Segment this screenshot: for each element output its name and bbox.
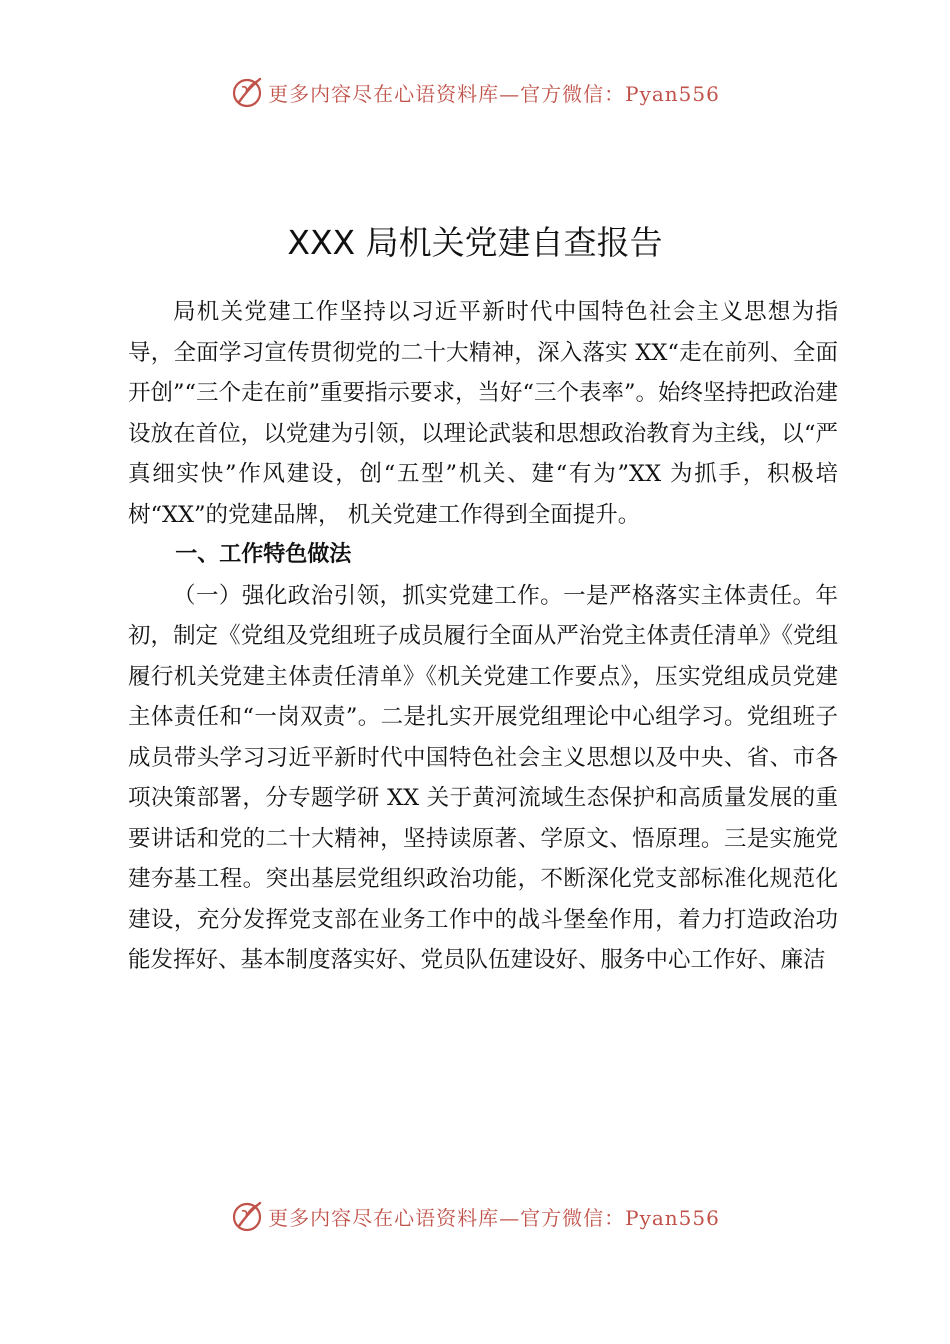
watermark-text: 更多内容尽在心语资料库—官方微信：Pyan556 <box>268 81 720 106</box>
header-watermark <box>0 72 950 112</box>
intro-paragraph: 局机关党建工作坚持以习近平新时代中国特色社会主义思想为指导，全面学习宣传贯彻党的二十大精神，深入落实 XX“走在前列、全面开创”“三个走在前”重要指示要求，当好“三个表率”。始终坚持把政治建设放在首位，以党建为引领，以理论武装和思想政治教育为主线，以“严真细实快”作风建设，创“五型”机关、建“有为”XX 为抓手，积极培树“XX”的党建品牌， 机关党建工作得到全面提升。 <box>128 299 839 528</box>
section-heading: 一、工作特色做法 <box>175 542 352 567</box>
document-title: XXX 局机关党建自查报告 <box>287 223 663 262</box>
quill-pen-icon <box>230 1199 264 1233</box>
quill-pen-icon <box>230 75 264 109</box>
document-body <box>128 292 838 981</box>
section-paragraph: （一）强化政治引领，抓实党建工作。一是严格落实主体责任。年初，制定《党组及党组班子成员履行全面从严治党主体责任清单》《党组履行机关党建主体责任清单》《机关党建工作要点》，压实党组成员党建主体责任和“一岗双责”。二是扎实开展党组理论中心组学习。党组班子成员带头学习习近平新时代中国特色社会主义思想以及中央、省、市各项决策部署，分专题学研 XX 关于黄河流域生态保护和高质量发展的重要讲话和党的二十大精神，坚持读原著、学原文、悟原理。三是实施党建夯基工程。突出基层党组织政治功能，不断深化党支部标准化规范化建设，充分发挥党支部在业务工作中的战斗堡垒作用，着力打造政治功能发挥好、基本制度落实好、党员队伍建设好、服务中心工作好、廉洁 <box>128 582 838 973</box>
watermark-text: 更多内容尽在心语资料库—官方微信：Pyan556 <box>268 1205 720 1230</box>
footer-watermark <box>0 1196 950 1236</box>
